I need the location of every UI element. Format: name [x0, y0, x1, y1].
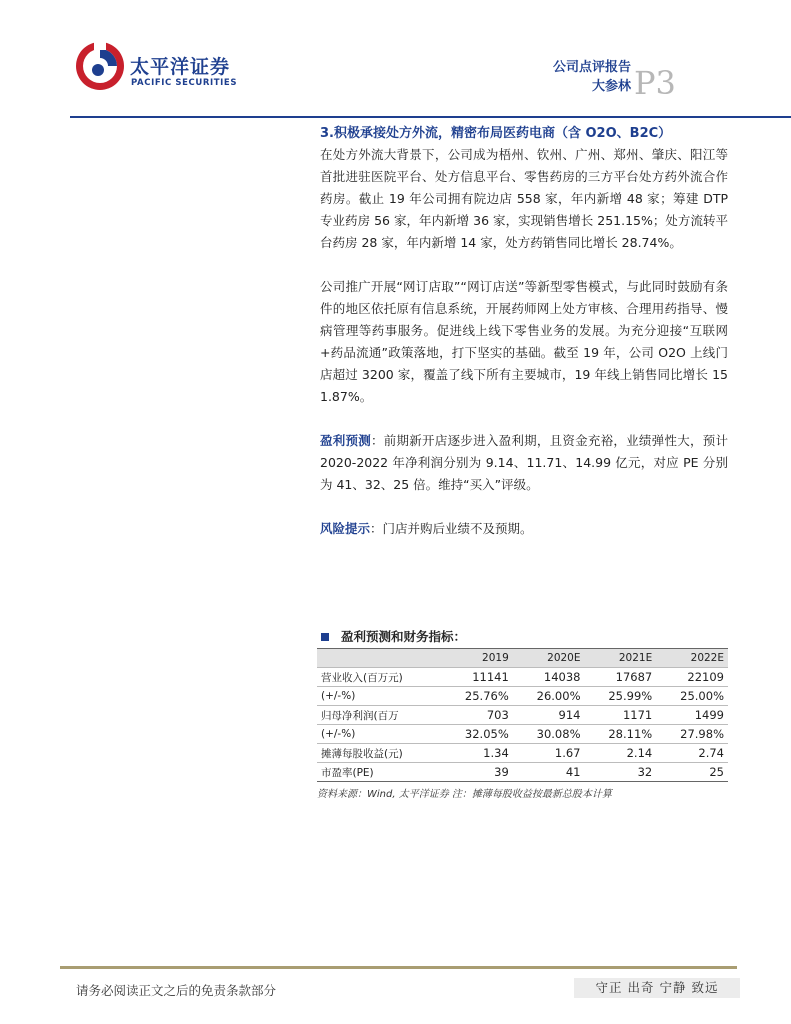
row-label: 营业收入(百万元)	[317, 668, 441, 687]
row-label: 市盈率(PE)	[317, 763, 441, 782]
table-cell: 22109	[656, 668, 728, 687]
paragraph-prescription: 在处方外流大背景下，公司成为梧州、钦州、广州、郑州、肇庆、阳江等首批进驻医院平台、处方信息平台、零售药房的三方平台处方药外流合作药房。截止 19 年公司拥有院边店 558 家，年内新增 48 家；筹建 DTP 专业药房 56 家，年内新增 36 家，实现销售增长 251.15%；处方流转平台药房 28 家，年内新增 14 家，处方药销售同比增长 28.74%。	[320, 147, 728, 250]
table-header-cell: 2020E	[513, 649, 585, 668]
row-label: 摊薄每股收益(元)	[317, 744, 441, 763]
table-cell: 17687	[585, 668, 657, 687]
table-cell: 25.99%	[585, 687, 657, 706]
table-row	[317, 763, 728, 782]
table-cell: 27.98%	[656, 725, 728, 744]
footer-rule	[60, 966, 737, 969]
table-header-cell	[317, 649, 441, 668]
table-cell: 2.74	[656, 744, 728, 763]
table-cell: 28.11%	[585, 725, 657, 744]
footer-motto: 守正 出奇 宁静 致远	[574, 978, 740, 998]
risk-label: 风险提示	[320, 521, 371, 536]
financial-table	[317, 648, 728, 782]
table-cell: 39	[441, 763, 513, 782]
logo-english-name: PACIFIC SECURITIES	[131, 78, 238, 88]
paragraph-forecast	[320, 430, 728, 496]
forecast-label: 盈利预测	[320, 433, 372, 448]
forecast-text: ：前期新开店逐步进入盈利期，且资金充裕，业绩弹性大，预计 2020-2022 年净利润分别为 9.14、11.71、14.99 亿元，对应 PE 分别为 41、32、25 倍。维持“买入”评级。	[320, 433, 728, 492]
table-cell: 30.08%	[513, 725, 585, 744]
table-title-row	[317, 628, 728, 646]
table-cell: 914	[513, 706, 585, 725]
table-source-note: 资料来源：Wind, 太平洋证券 注：摊薄每股收益按最新总股本计算	[317, 789, 612, 800]
table-title: 盈利预测和财务指标：	[341, 629, 467, 644]
risk-text: ：门店并购后业绩不及预期。	[370, 521, 533, 536]
table-cell: 1.67	[513, 744, 585, 763]
logo-chinese-name: 太平洋证券	[130, 56, 231, 78]
table-cell: 1.34	[441, 744, 513, 763]
company-name: 大参林	[591, 79, 631, 94]
table-cell: 1499	[656, 706, 728, 725]
header-rule	[70, 116, 791, 118]
table-row	[317, 668, 728, 687]
table-cell: 1171	[585, 706, 657, 725]
table-row	[317, 744, 728, 763]
table-cell: 32	[585, 763, 657, 782]
table-header-cell: 2022E	[656, 649, 728, 668]
report-type: 公司点评报告	[552, 60, 631, 75]
table-cell: 2.14	[585, 744, 657, 763]
footer-disclaimer: 请务必阅读正文之后的免责条款部分	[76, 983, 277, 998]
company-logo	[74, 40, 238, 100]
row-label: (+/-%)	[317, 687, 441, 706]
page-number: P3	[634, 64, 676, 102]
square-bullet-icon	[321, 633, 329, 641]
main-content	[320, 124, 728, 540]
table-cell: 25	[656, 763, 728, 782]
table-cell: 11141	[441, 668, 513, 687]
table-cell: 25.00%	[656, 687, 728, 706]
section-title: 3.积极承接处方外流，精密布局医药电商（含 O2O、B2C）	[320, 126, 672, 141]
table-cell: 32.05%	[441, 725, 513, 744]
table-cell: 703	[441, 706, 513, 725]
row-label: (+/-%)	[317, 725, 441, 744]
table-row	[317, 725, 728, 744]
financial-table-block	[317, 628, 728, 800]
table-cell: 25.76%	[441, 687, 513, 706]
paragraph-online-retail: 公司推广开展“网订店取”“网订店送”等新型零售模式，与此同时鼓励有条件的地区依托原有信息系统，开展药师网上处方审核、合理用药指导、慢病管理等药事服务。促进线上线下零售业务的发展。为充分迎接“互联网+药品流通”政策落地，打下坚实的基础。截至 19 年，公司 O2O 上线门店超过 3200 家，覆盖了线下所有主要城市，19 年线上销售同比增长 151.87%。	[320, 279, 728, 404]
table-cell: 26.00%	[513, 687, 585, 706]
table-cell: 14038	[513, 668, 585, 687]
table-cell: 41	[513, 763, 585, 782]
paragraph-risk	[320, 518, 728, 540]
row-label: 归母净利润(百万	[317, 706, 441, 725]
table-header-cell: 2021E	[585, 649, 657, 668]
table-header-row	[317, 649, 728, 668]
table-row	[317, 687, 728, 706]
table-row	[317, 706, 728, 725]
pacific-logo-icon	[74, 40, 126, 92]
table-header-cell: 2019	[441, 649, 513, 668]
